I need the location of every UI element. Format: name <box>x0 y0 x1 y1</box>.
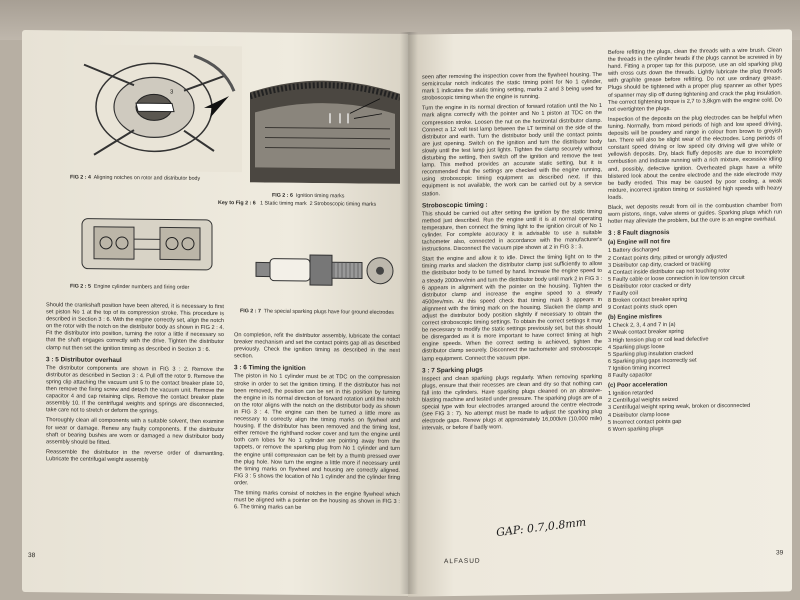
list-item: 5 Sparking plug insulation cracked <box>608 350 694 358</box>
list-item: 7 Faulty coil <box>608 290 638 297</box>
list-item: 8 Broken contact breaker spring <box>608 296 688 304</box>
list-item: 6 Worn sparking plugs <box>608 425 664 433</box>
fault-list-c <box>608 389 782 434</box>
list-item: 2 Weak contact breaker spring <box>608 329 684 337</box>
list-item: 1 Battery discharged <box>608 247 660 255</box>
right-page <box>408 29 792 596</box>
fig-2-6-caption: FIG 2 : 6 Ignition timing marks <box>272 192 345 200</box>
list-item: 5 Faulty cable or loose connection in low tension circuit <box>608 274 745 283</box>
paragraph: Inspect and clean sparking plugs regularly. When removing sparking plugs, ensure that their recesses are clean and dry so that nothing can fall into the cylinders. Have sparking plugs cleaned on an abrasive-blasting machine and tested under pressure. The sparking plugs are of a special type with four electrodes arranged around the centre electrode (see FIG 3 : 7). No attempt must be made to adjust the sparking plug electrode gaps. Renew plugs at approximately 16,000km (10,000 mile) intervals, or before if badly worn. <box>422 373 602 432</box>
list-item: 6 Sparking plug gaps incorrectly set <box>608 357 697 365</box>
subsection-heading: (c) Poor acceleration <box>608 382 668 390</box>
section-heading: 3 : 5 Distributor overhaul <box>46 355 122 364</box>
book-spine-shadow <box>400 32 418 594</box>
left-page <box>22 30 408 596</box>
handwritten-note: GAP: 0.7,0.8mm <box>495 515 587 540</box>
list-item: 3 High tension plug or coil lead defective <box>608 336 709 344</box>
paragraph: Before refitting the plugs, clean the threads with a wire brush. Clean the threads in the cylinder heads if the plugs cannot be screwed in by hand. Fitting a proper tap for this purpose, use an old sparking plug with cross cuts down the threads. Lightly lubricate the plug threads with graphite grease before refitting. Do not use ordinary grease. Plugs should be tightened with a proper plug spanner as other types of spanner may slip off during tightening and crack the plug insulation. The correct tightening torque is 2,7 to 3,8kgm with the engine cold. Do not overtighten the plugs. <box>608 47 782 113</box>
fault-list-b <box>608 321 782 380</box>
fig-flywheel-timing <box>250 72 400 184</box>
fig-2-6-key-3: 3 <box>170 89 174 96</box>
paragraph: Should the crankshaft position have been altered, it is necessary to first set piston No 1 at the top of its compression stroke. This procedure is described in Section 3 : 6. With the engine correctly set, align the notch on the rotor with the notch on the distributor body as shown in FIG 2 : 4. Fit the distributor into position, turning the rotor a little if necessary so that the shaft engages correctly with the drive. Tighten the distributor clamp nut then set the ignition timing as described in Section 3 : 6. <box>46 302 224 353</box>
fig-sparking-plug <box>252 234 397 306</box>
list-item: 4 Distributor clamp loose <box>608 411 670 419</box>
list-item: 3 Centrifugal weight spring weak, broken or disconnected <box>608 403 751 412</box>
right-column-2 <box>608 47 782 433</box>
list-item: 1 Ignition retarded <box>608 390 654 398</box>
subsection-heading: (a) Engine will not fire <box>608 239 671 247</box>
paragraph: Reassemble the distributor in the reverse order of dismantling. Lubricate the centrifugal weight assembly <box>46 449 224 464</box>
open-manual <box>22 32 792 594</box>
fig-engine-cylinders <box>72 209 222 283</box>
fig-2-6-key: Key to Fig 2 : 6 1 Static timing mark 2 Stroboscopic timing marks <box>218 200 377 208</box>
section-heading: 3 : 6 Timing the ignition <box>234 364 306 373</box>
list-item: 8 Faulty capacitor <box>608 372 653 379</box>
section-heading: Stroboscopic timing : <box>422 201 488 210</box>
list-item: 2 Contact points dirty, pitted or wrongly adjusted <box>608 253 727 262</box>
page-number-left: 38 <box>28 552 36 560</box>
section-heading: 3 : 7 Sparking plugs <box>422 366 483 375</box>
left-column-2 <box>234 332 400 516</box>
paragraph: Turn the engine in its normal direction of forward rotation until the No 1 mark aligns correctly with the pointer and No 1 piston at TDC on the compression stroke. Loosen the nut on the horizontal distributor clamp. Connect a 12 volt test lamp between the LT terminal on the side of the distributor and earth. Turn the distributor body until the contact points are just opening. Switch on the ignition and turn the distributor body slowly until the test lamp just lights. Tighten the clamp securely without disturbing the setting, then switch off the ignition and remove the test lamp. This method provides an accurate static setting, but it is recommended that the settings are checked with the engine running, using stroboscopic timing equipment as described next. If this equipment is not available, the work can be carried out by a service station. <box>422 103 602 197</box>
paragraph: The piston in No 1 cylinder must be at TDC on the compression stroke in order to set the ignition timing. If the distributor has not been removed, the position can be set in this position by turning the engine in its normal direction of forward rotation until the notch on the rotor aligns with the notch on the distributor body as shown in FIG 3 : 4. The engine can then be turned a little more as necessary to correctly align the timing marks on flywheel and housing. If the distributor has been removed and the timing lost, either remove the righthand rocker cover and turn the engine until both cam lobes for No 1 cylinder are pointing away from the tappets, or remove the sparking plug from No 1 cylinder and turn the engine until compression can be felt by a thumb pressed over the plug hole. Now turn the engine a little more if necessary until the timing marks on flywheel and housing are correctly aligned. FIG 3 : 5 shows the location of No 1 cylinder and the cylinder firing order. <box>234 373 400 487</box>
list-item: 6 Distributor rotor cracked or dirty <box>608 282 691 290</box>
list-item: 2 Centrifugal weights seized <box>608 397 678 405</box>
list-item: 1 Check 2, 3, 4 and 7 in (a) <box>608 322 676 330</box>
paragraph: On completion, refit the distributor assembly, lubricate the contact breaker mechanism and set the contact points gap all as described previously. Check the ignition timing as described in the next section. <box>234 332 400 360</box>
list-item: 7 Ignition timing incorrect <box>608 364 671 372</box>
footer-title: ALFASUD <box>444 557 481 566</box>
paragraph: The distributor components are shown in FIG 3 : 2. Remove the distributor as described in Section 3 : 4. Pull off the rotor 9. Remove the spring clip attaching the vacuum unit 5 to the contact breaker plate 10, then remove the fixing screw and detach the vacuum unit. Remove the capacitor 4 and cap retaining clips. Remove the contact breaker plate assembly 10. If the centrifugal weights and springs are disconnected, take care not to stretch or deform the springs. <box>46 364 224 415</box>
list-item: 4 Sparking plugs loose <box>608 343 665 351</box>
fig-2-7-caption: FIG 2 : 7 The special sparking plugs have four ground electrodes <box>240 308 394 316</box>
paragraph: seen after removing the inspection cover from the flywheel housing. The semicircular notch indicates the static timing point for No 1 cylinder, mark 1 indicates the static timing setting, marks 2 and 3 being used for stroboscopic timing when the engine is running. <box>422 71 602 102</box>
list-item: 9 Contact points stuck open <box>608 304 678 312</box>
list-item: 3 Distributor cap dirty, cracked or tracking <box>608 261 711 269</box>
subsection-heading: (b) Engine misfires <box>608 314 663 322</box>
section-heading: 3 : 8 Fault diagnosis <box>608 229 670 238</box>
fig-2-5-caption: FIG 2 : 5 Engine cylinder numbers and firing order <box>70 283 190 291</box>
page-number-right: 39 <box>776 549 784 557</box>
paragraph: The timing marks consist of notches in the engine flywheel which must be aligned with a pointer on the housing as shown in FIG 3 : 6. The timing marks can be <box>234 490 400 512</box>
fig-2-4-caption: FIG 2 : 4 Aligning notches on rotor and distributor body <box>70 174 201 182</box>
left-column-1 <box>46 302 224 468</box>
right-column-1 <box>422 72 602 436</box>
paragraph: Start the engine and allow it to idle. Direct the timing light on to the timing marks and slacken the distributor clamp just sufficiently to allow the distributor body to be turned by hand. Increase the engine speed to a steady 2000rev/min and turn the distributor body until mark 2 in FIG 3 : 6 appears in alignment with the pointer on the housing. Tighten the distributor clamp and increase the engine speed to a steady 4500rev/min. At this speed check that timing mark 3 appears in alignment with the timing mark on the housing. Slacken the clamp and adjust the distributor body position slightly if necessary to obtain the correct stroboscopic timing settings. To obtain the correct settings it may be necessary to modify the static settings previously set, but this should be disregarded as it is more important to have correct timing at high engine speeds. When the correct setting is achieved, tighten the distributor clamp securely. Disconnect the tachometer and stroboscopic lamp equipment. Connect the vacuum pipe. <box>422 254 602 363</box>
paragraph: This should be carried out after setting the ignition by the static timing method just described. Run the engine until it is at normal operating temperature, then connect the timing light to the ignition circuit of No 1 cylinder. For complete accuracy it is advisable to use a suitable tachometer also, connected in accordance with the manufacturer's instructions. Disconnect the vacuum pipe shown at 2 in FIG 3 : 3. <box>422 208 602 253</box>
fault-list-a <box>608 246 782 312</box>
fig-distributor-rotor <box>74 45 242 173</box>
paragraph: Inspection of the deposits on the plug electrodes can be helpful when tuning. Normally, from mixed periods of high and low speed driving, deposits will be powdery and range in colour from brown to greyish tan. There will also be slight wear of the electrodes. Long periods of constant speed driving or low speed city driving will give white or yellowish deposits. Dry, black fluffy deposits are due to incomplete combustion and indicate running with a rich mixture, excessive idling and, possibly, defective ignition. Overheated plugs have a white blistered look about the centre electrode and the side electrode may be badly eroded. This may be caused by poor cooling, a weak mixture, incorrect ignition timing or sustained high speeds with heavy loads. <box>608 114 782 201</box>
paragraph: Black, wet deposits result from oil in the combustion chamber from worn pistons, rings, valve stems or guides. Sparking plugs which run hotter may alleviate the problem, but the cure is an engine overhaul. <box>608 202 782 226</box>
list-item: 4 Contact inside distributor cap not touching rotor <box>608 267 730 276</box>
paragraph: Thoroughly clean all components with a suitable solvent, then examine for wear or damage. Renew any faulty components. If the distributor shaft or bearing bushes are worn or damaged a new distributor body assembly should be fitted. <box>46 417 224 446</box>
list-item: 5 Incorrect contact points gap <box>608 418 682 426</box>
